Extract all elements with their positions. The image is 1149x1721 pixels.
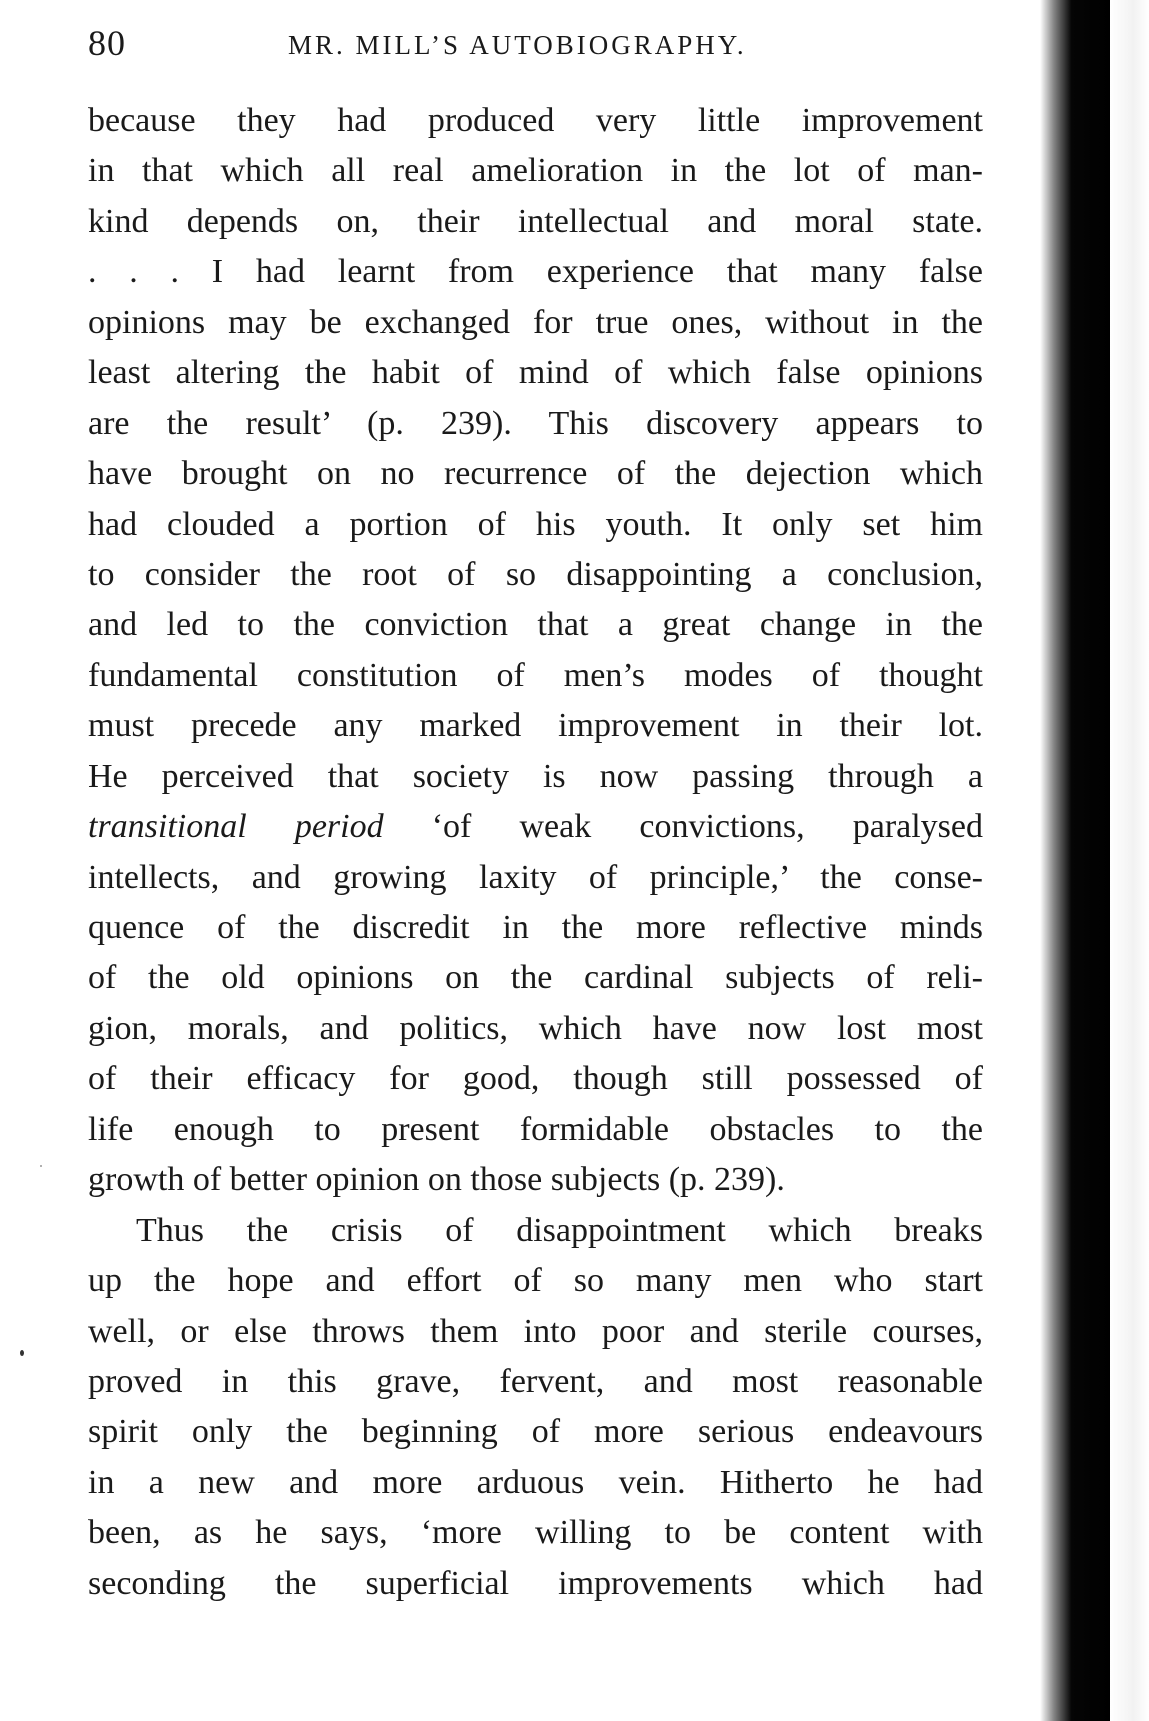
text-line: in that which all real amelioration in the lot of man-: [88, 152, 983, 190]
paper-speck: [20, 1350, 24, 1356]
text-line: proved in this grave, fervent, and most reasonable: [88, 1362, 983, 1400]
text-line: are the result’ (p. 239). This discovery appears to: [88, 404, 983, 442]
text-line: He perceived that society is now passing through a: [88, 757, 983, 795]
binding-shadow: [1040, 0, 1110, 1721]
text-line: up the hope and effort of so many men who start: [88, 1262, 983, 1300]
text-line: and led to the conviction that a great change in the: [88, 606, 983, 644]
text-line: of their efficacy for good, though still possessed of: [88, 1060, 983, 1098]
text-line: growth of better opinion on those subjects (p. 239).: [88, 1161, 785, 1199]
text-line: seconding the superficial improvements which had: [88, 1564, 983, 1602]
text-line: in a new and more arduous vein. Hitherto he had: [88, 1463, 983, 1501]
text-line: well, or else throws them into poor and sterile courses,: [88, 1312, 983, 1350]
text-line: intellects, and growing laxity of principle,’ the conse-: [88, 858, 983, 896]
text-line: Thus the crisis of disappointment which breaks: [136, 1211, 983, 1249]
text-line: least altering the habit of mind of which false opinions: [88, 354, 983, 392]
text-line: . . . I had learnt from experience that many false: [88, 253, 983, 291]
text-line: because they had produced very little improvement: [88, 102, 983, 139]
text-line: must precede any marked improvement in their lot.: [88, 707, 983, 745]
body-text: [88, 96, 983, 1609]
text-line: been, as he says, ‘more willing to be content with: [88, 1514, 983, 1552]
text-line: kind depends on, their intellectual and moral state.: [88, 202, 983, 240]
text-line: spirit only the beginning of more serious endeavours: [88, 1413, 983, 1451]
text-line: quence of the discredit in the more reflective minds: [88, 909, 983, 946]
text-line: life enough to present formidable obstacles to the: [88, 1110, 983, 1148]
running-title: MR. MILL’S AUTOBIOGRAPHY.: [288, 30, 747, 60]
text-line: have brought on no recurrence of the dejection which: [88, 455, 983, 493]
text-line: had clouded a portion of his youth. It only set him: [88, 505, 983, 543]
text-line: to consider the root of so disappointing a conclusion,: [88, 555, 983, 593]
page-number: 80: [88, 23, 126, 63]
text-line: opinions may be exchanged for true ones, without in the: [88, 303, 983, 341]
text-line: of the old opinions on the cardinal subjects of reli-: [88, 959, 983, 997]
text-line-italic: [88, 802, 983, 852]
page-edge: [1110, 0, 1149, 1721]
text-line: gion, morals, and politics, which have now lost most: [88, 1009, 983, 1047]
text-line: fundamental constitution of men’s modes of thought: [88, 656, 983, 694]
running-head: [88, 22, 988, 72]
italic-phrase: transitional period: [88, 808, 384, 846]
italic-line-rest: ‘of weak convictions, paralysed: [383, 808, 983, 846]
paper-speck: [40, 1165, 42, 1167]
